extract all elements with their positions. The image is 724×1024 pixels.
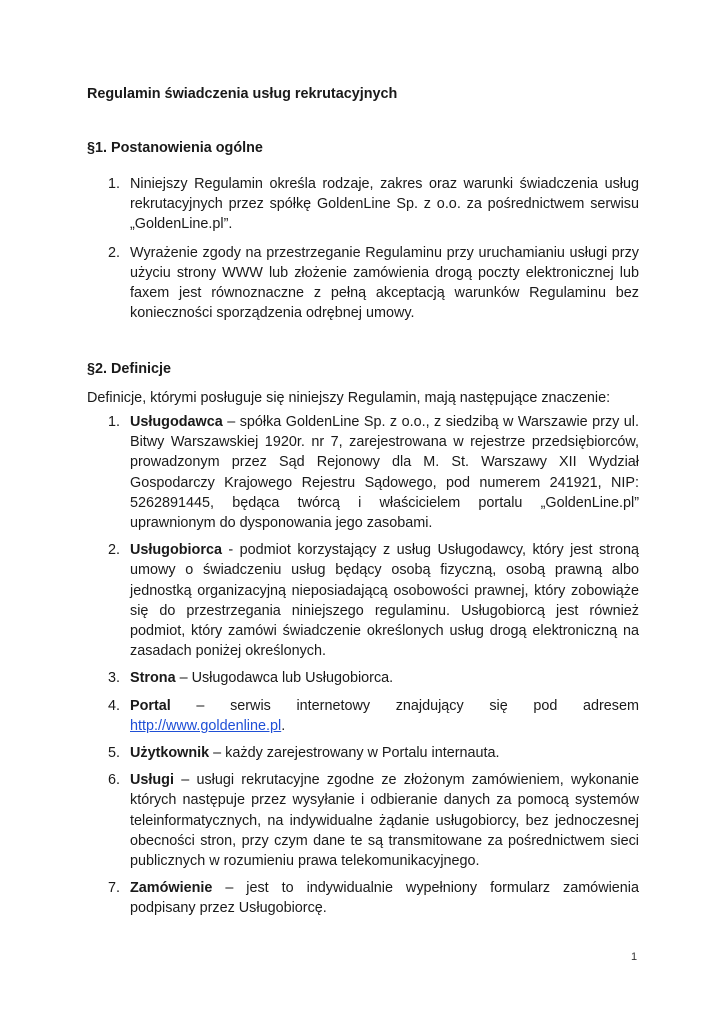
item-number: 1. xyxy=(108,176,121,192)
item-number: 6. xyxy=(108,772,121,789)
section-2-heading: §2. Definicje xyxy=(87,361,171,377)
item-text: Niniejszy Regulamin określa rodzaje, zakres oraz warunki świadczenia usług rekrutacyjnych przez spółkę GoldenLine Sp. z o.o. za pośrednictwem serwisu „GoldenLine.pl”. xyxy=(130,176,639,233)
item-text: Wyrażenie zgody na przestrzeganie Regulaminu przy uruchamianiu usługi przy użyciu strony WWW lub złożenie zamówienia drogą poczty elektronicznej lub faxem jest równoznaczne z pełną akceptacją warunków Regulaminu bez konieczności sporządzenia odrębnej umowy. xyxy=(130,244,639,322)
list-item xyxy=(108,668,639,688)
item-number: 5. xyxy=(108,745,121,762)
list-item xyxy=(108,696,639,736)
definition-text: – Usługodawca lub Usługobiorca. xyxy=(175,670,394,687)
list-item xyxy=(108,878,639,918)
definition-text-end: . xyxy=(281,717,286,734)
definition-text: – spółka GoldenLine Sp. z o.o., z siedzibą w Warszawie przy ul. Bitwy Warszawskiej 1920r. nr 7, zarejestrowana w rejestrze przedsiębiorców, prowadzonym przez Sąd Rejonowy dla M. St. Warszawy XII Wydział Gospodarczy Krajowego Rejestru Sądowego, pod numerem 241921, NIP: 5262891445, będąca twórcą i właścicielem portalu „GoldenLine.pl” uprawnionym do dysponowania jego zasobami. xyxy=(130,414,639,532)
item-number: 2. xyxy=(108,244,121,261)
definition-term: Użytkownik xyxy=(130,745,210,762)
definition-term: Strona xyxy=(130,670,176,687)
portal-link[interactable]: http://www.goldenline.pl xyxy=(130,717,282,734)
page-number: 1 xyxy=(631,951,638,963)
definition-text: - podmiot korzystający z usług Usługodawcy, który jest stroną umowy o świadczeniu usług będący osobą fizyczną, osobą prawną albo jednostką organizacyjną nieposiadającą osobowości prawnej, który zobowiąże się do przestrzegania niniejszego regulaminu. Usługobiorcą jest również podmiot, który zamówi świadczenie określonych usług drogą elektroniczną na zasadach poniżej określonych. xyxy=(130,542,639,660)
item-number: 4. xyxy=(108,697,121,714)
item-number: 1. xyxy=(108,414,121,430)
list-item xyxy=(108,540,639,661)
list-item xyxy=(108,412,639,533)
definition-text: – każdy zarejestrowany w Portalu internauta. xyxy=(209,745,500,762)
definition-term: Usługi xyxy=(130,772,174,789)
definition-text: – usługi rekrutacyjne zgodne ze złożonym zamówieniem, wykonanie których następuje przez wysyłanie i odbieranie danych za pomocą systemów teleinformatycznych, na indywidualne żądanie usługobiorcy, bez jednoczesnej obecności stron, przy czym dane te są transmitowane za pośrednictwem sieci publicznych w rozumieniu prawa telekomunikacyjnego. xyxy=(130,772,639,870)
item-number: 7. xyxy=(108,880,121,897)
definition-text: – serwis internetowy znajdujący się pod adresem xyxy=(170,697,639,714)
section-2-list xyxy=(108,412,639,919)
item-number: 2. xyxy=(108,542,121,559)
document-title: Regulamin świadczenia usług rekrutacyjnych xyxy=(87,86,398,102)
definition-term: Usługobiorca xyxy=(130,542,222,559)
definition-term: Portal xyxy=(130,697,171,714)
list-item xyxy=(108,243,639,324)
list-item xyxy=(108,174,639,235)
definition-term: Usługodawca xyxy=(130,414,223,430)
definition-text: – jest to indywidualnie wypełniony formularz zamówienia podpisany przez Usługobiorcę. xyxy=(130,880,639,917)
section-2-intro: Definicje, którymi posługuje się niniejszy Regulamin, mają następujące znaczenie: xyxy=(87,390,611,406)
list-item xyxy=(108,770,639,871)
section-1-heading: §1. Postanowienia ogólne xyxy=(87,140,263,156)
section-1-list xyxy=(108,174,639,323)
item-number: 3. xyxy=(108,670,121,687)
definition-term: Zamówienie xyxy=(130,880,213,897)
list-item xyxy=(108,743,639,763)
